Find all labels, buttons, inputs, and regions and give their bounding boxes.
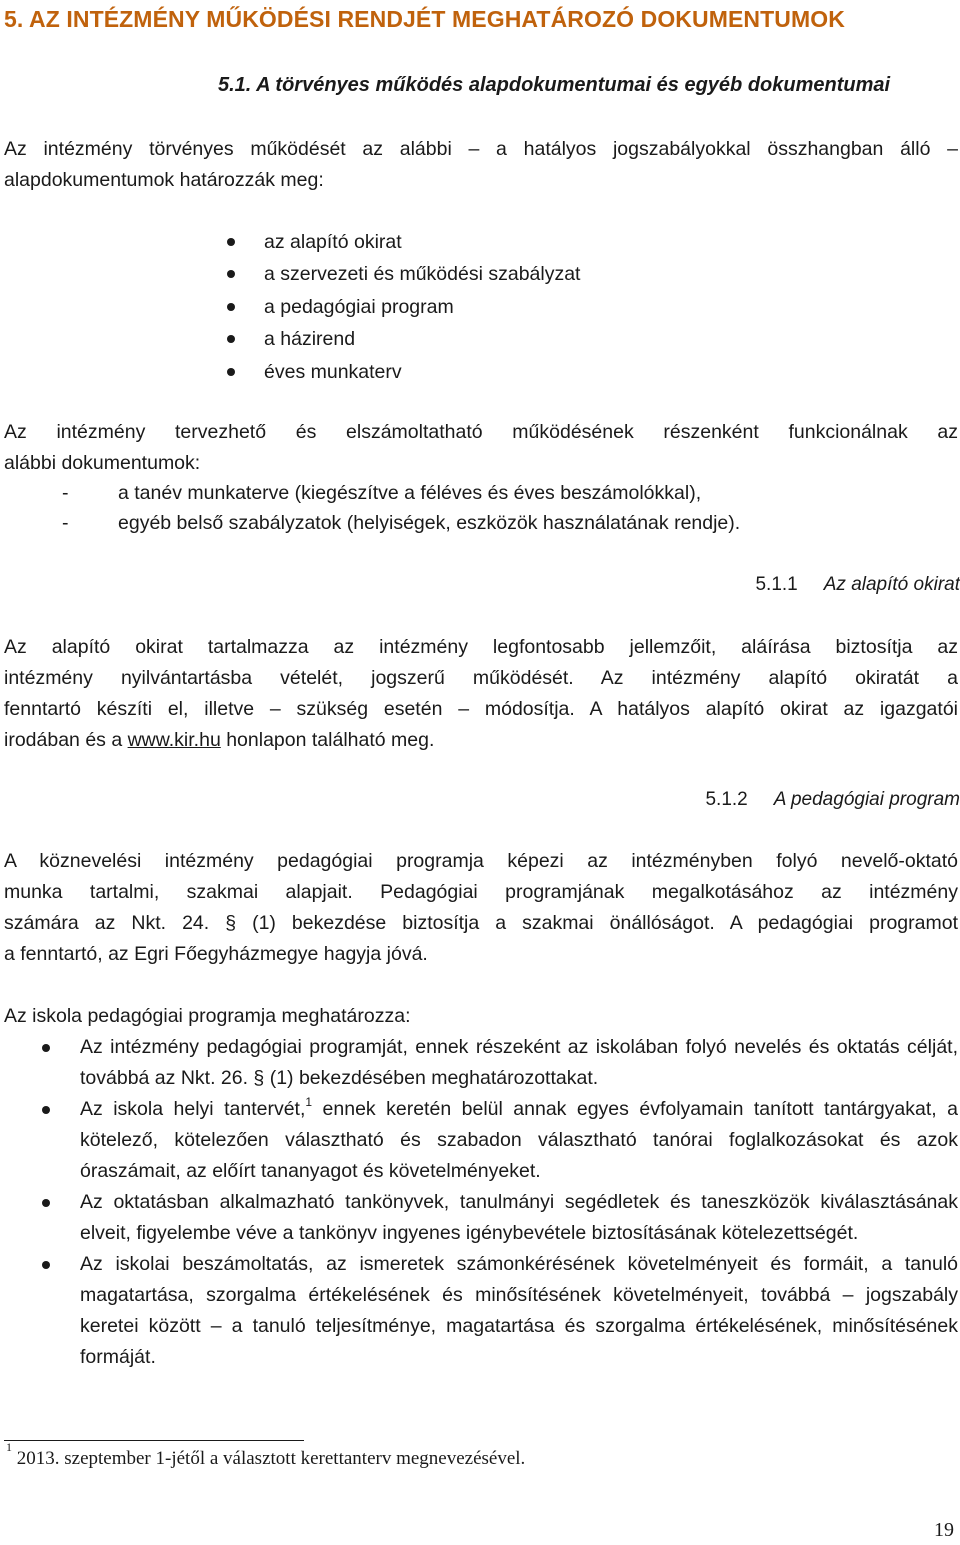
bullet-icon xyxy=(42,1044,50,1052)
functional-paragraph xyxy=(4,417,958,479)
list-item: Az intézmény pedagógiai programját, ennek részeként az iskolában folyó nevelés és oktatás célját, továbbá az Nkt. 26. § (1) bekezdésében meghatározottakat. xyxy=(0,1032,958,1094)
list-item: Az iskolai beszámoltatás, az ismeretek számonkérésének követelményeit és formáit, a tanuló magatartása, szorgalma értékelésének és minősítésének követelményeit, továbbá – jogszabály keretei között – a tanuló teljesítménye, magatartása és szorgalma értékelésének, minősítésének formáját. xyxy=(0,1249,958,1373)
bullet-icon xyxy=(42,1106,50,1114)
basic-documents-list xyxy=(0,226,580,388)
founding-document-paragraph: Az alapító okirat tartalmazza az intézmény legfontosabb jellemzőit, aláírása biztosítja az intézmény nyilvántartásba vételét, jogszerű működését. Az intézmény alapító okiratát a fenntartó készíti el, illetve – szükség esetén – módosítja. A hatályos alapító okirat az igazgatói irodában és a www.kir.hu honlapon található meg. xyxy=(4,636,958,751)
list-item: éves munkaterv xyxy=(0,356,580,388)
footnote-mark: 1 xyxy=(6,1439,12,1454)
school-program-list xyxy=(0,1032,960,1373)
chapter-heading: 5. AZ INTÉZMÉNY MŰKÖDÉSI RENDJÉT MEGHATÁROZÓ DOKUMENTUMOK xyxy=(4,6,845,32)
intro-paragraph xyxy=(4,134,958,196)
bullet-icon xyxy=(42,1261,50,1269)
functional-line: Az intézmény tervezhető és elszámoltatható működésének részenként funkcionálnak az xyxy=(4,421,958,443)
bullet-icon xyxy=(227,368,235,376)
list-item: Az iskola helyi tantervét,$^1$ ennek keretén belül annak egyes évfolyamain tanított tantárgyakat, a kötelező, kötelezően választható és szabadon választható tanórai foglalkozásokat és azok óraszámait, az előírt tananyagot és követelményeket. xyxy=(0,1094,958,1187)
school-program-intro: Az iskola pedagógiai programja meghatározza: xyxy=(4,1005,411,1027)
document-page: 5. AZ INTÉZMÉNY MŰKÖDÉSI RENDJÉT MEGHATÁROZÓ DOKUMENTUMOK 5.1. A törvényes működés alapdokumentumai és egyéb dokumentumai Az intézmény törvényes működését az alábbi – a hatályos jogszabályokkal összhangban álló – alapdokumentumok határozzák meg: az alapító okirat a szervezeti és működési szabályzat a pedagógiai program a házirend éves munkaterv Az intézmény tervezhető és elszámoltatható működésének részenként funkcionálnak az alábbi dokumentumok: - a tanév munkaterve (kiegészítve a féléves és éves beszámolókkal), - egyéb belső szabályzatok (helyiségek, eszközök használatának rendje). 5.1.1 Az alapító okirat Az alapító okirat tartalmazza az intézmény legfontosabb jellemzőit, aláírása biztosítja az intézmény nyilvántartásba vételét, jogszerű működését. Az intézmény alapító okiratát a fenntartó készíti el, illetve – szükség esetén – módosítja. A hatályos alapító okirat az igazgatói irodában és a www.kir.hu honlapon található meg. 5.1.2 A pedagógiai program A köznevelési intézmény pedagógiai programja képezi az intézményben folyó nevelő-oktató munka tartalmi, szakmai alapjait. Pedagógiai programjának megalkotásához az intézmény számára az Nkt. 24. § (1) bekezdése biztosítja a szakmai önállóságot. A pedagógiai programot a fenntartó, az Egri Főegyházmegye hagyja jóvá. Az iskola pedagógiai programja meghatározza: Az intézmény pedagógiai programját, ennek részeként az iskolában folyó nevelés és oktatás célját, továbbá az Nkt. 26. § (1) bekezdésében meghatározottakat. Az iskola helyi tantervét,$^1$ ennek keretén belül annak egyes évfolyamain tanított tantárgyakat, a kötelező, kötelezően választható és szabadon választható tanórai foglalkozásokat és azok óraszámait, az előírt tananyagot és követelményeket. Az oktatásban alkalmazható tankönyvek, tanulmányi segédletek és taneszközök kiválasztásának elveit, figyelembe véve a tankönyv ingyenes igénybevétele biztosításának kötelezettségét. Az iskolai beszámoltatás, az ismeretek számonkérésének követelményeit és formáit, a tanuló magatartása, szorgalma értékelésének és minősítésének követelményeit, továbbá – jogszabály keretei között – a tanuló teljesítménye, magatartása és szorgalma értékelésének, minősítésének formáját. $^1$ 2013. szeptember 1-jétől a választott kerettanterv megnevezésével. 19 xyxy=(0,0,960,1545)
list-item: a pedagógiai program xyxy=(0,291,580,323)
intro-line: Az intézmény törvényes működését az alábbi – a hatályos jogszabályokkal összhangban álló – xyxy=(4,138,958,160)
bullet-icon xyxy=(227,238,235,246)
footnote: $^1$ 2013. szeptember 1-jétől a választott kerettanterv megnevezésével. xyxy=(6,1439,526,1469)
kir-website-link[interactable]: www.kir.hu xyxy=(127,729,221,751)
footnote-reference[interactable]: 1 xyxy=(305,1094,313,1109)
functional-line: alábbi dokumentumok: xyxy=(4,452,201,474)
page-number: 19 xyxy=(934,1519,954,1541)
section-heading-5-1: 5.1. A törvényes működés alapdokumentumai és egyéb dokumentumai xyxy=(218,74,891,96)
pedagogical-program-paragraph: A köznevelési intézmény pedagógiai programja képezi az intézményben folyó nevelő-oktató munka tartalmi, szakmai alapjait. Pedagógiai programjának megalkotásához az intézmény számára az Nkt. 24. § (1) bekezdése biztosítja a szakmai önállóságot. A pedagógiai programot a fenntartó, az Egri Főegyházmegye hagyja jóvá. xyxy=(4,850,958,965)
list-item: a házirend xyxy=(0,323,580,355)
section-heading-5-1-2: 5.1.2 A pedagógiai program xyxy=(705,789,960,810)
intro-line: alapdokumentumok határozzák meg: xyxy=(4,169,324,191)
section-heading-5-1-1: 5.1.1 Az alapító okirat xyxy=(755,574,960,595)
bullet-icon xyxy=(42,1199,50,1207)
list-item: az alapító okirat xyxy=(0,226,580,258)
list-item: a szervezeti és működési szabályzat xyxy=(0,258,580,290)
list-item: Az oktatásban alkalmazható tankönyvek, tanulmányi segédletek és taneszközök kiválasztásának elveit, figyelembe véve a tankönyv ingyenes igénybevétele biztosításának kötelezettségét. xyxy=(0,1187,958,1249)
bullet-icon xyxy=(227,303,235,311)
footnote-divider xyxy=(4,1440,304,1441)
